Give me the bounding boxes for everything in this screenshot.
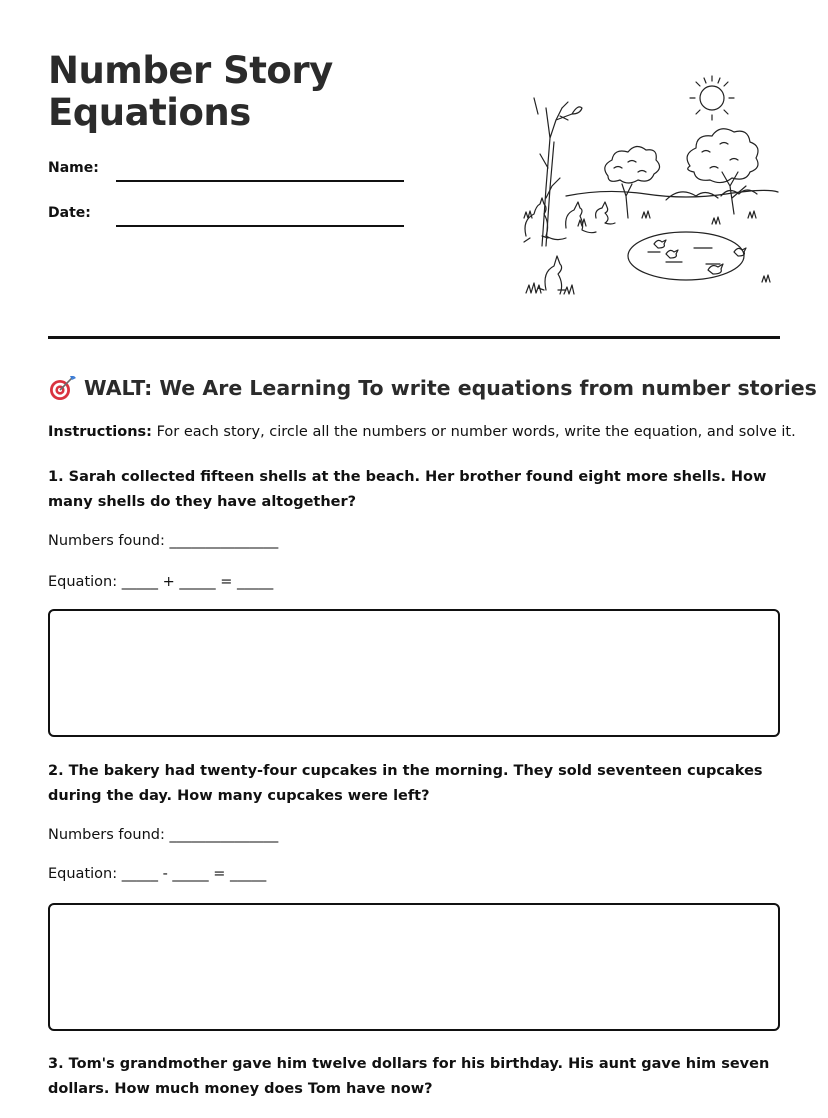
equation-line[interactable]: Equation: _____ + _____ = _____ bbox=[48, 574, 274, 590]
page-title: Number Story Equations bbox=[48, 49, 333, 134]
numbers-found-line[interactable]: Numbers found: _______________ bbox=[48, 533, 279, 549]
worksheet-page bbox=[48, 0, 817, 1097]
instructions bbox=[48, 424, 796, 440]
question-text: 2. The bakery had twenty-four cupcakes in the morning. They sold seventeen cupcakes during the day. How many cupcakes were left? bbox=[48, 763, 763, 804]
numbers-found-line[interactable]: Numbers found: _______________ bbox=[48, 827, 279, 843]
outback-scene-illustration bbox=[516, 68, 780, 300]
bare-tree-icon bbox=[534, 98, 582, 246]
walt-heading bbox=[48, 374, 817, 402]
date-label: Date: bbox=[48, 205, 91, 221]
instructions-text: For each story, circle all the numbers or number words, write the equation, and solve it. bbox=[151, 424, 796, 440]
target-icon bbox=[48, 374, 76, 402]
name-field bbox=[48, 160, 99, 176]
walt-text: WALT: We Are Learning To write equations from number stories bbox=[84, 376, 817, 400]
header-divider bbox=[48, 336, 780, 339]
name-line[interactable] bbox=[116, 180, 404, 182]
kangaroo-icon bbox=[596, 202, 615, 224]
gum-tree-icon bbox=[687, 129, 758, 214]
date-line[interactable] bbox=[116, 225, 404, 227]
kangaroo-icon bbox=[524, 198, 566, 242]
worksheet-header bbox=[48, 0, 780, 340]
answer-box[interactable] bbox=[48, 903, 780, 1031]
pond-icon bbox=[628, 232, 746, 280]
question-text: 1. Sarah collected fifteen shells at the beach. Her brother found eight more shells. How many shells do they have altogether? bbox=[48, 469, 767, 510]
gum-tree-icon bbox=[605, 146, 660, 218]
answer-box[interactable] bbox=[48, 609, 780, 737]
name-label: Name: bbox=[48, 160, 99, 176]
question-3 bbox=[48, 1052, 780, 1102]
sun-icon bbox=[690, 76, 734, 120]
question-2 bbox=[48, 759, 780, 882]
instructions-label: Instructions: bbox=[48, 424, 152, 440]
date-field bbox=[48, 205, 91, 221]
equation-line[interactable]: Equation: _____ - _____ = _____ bbox=[48, 866, 267, 882]
question-1 bbox=[48, 465, 780, 590]
question-text: 3. Tom's grandmother gave him twelve dollars for his birthday. His aunt gave him seven dollars. How much money does Tom have now? bbox=[48, 1056, 770, 1097]
kangaroo-icon bbox=[566, 202, 596, 233]
kangaroo-icon bbox=[538, 256, 566, 294]
